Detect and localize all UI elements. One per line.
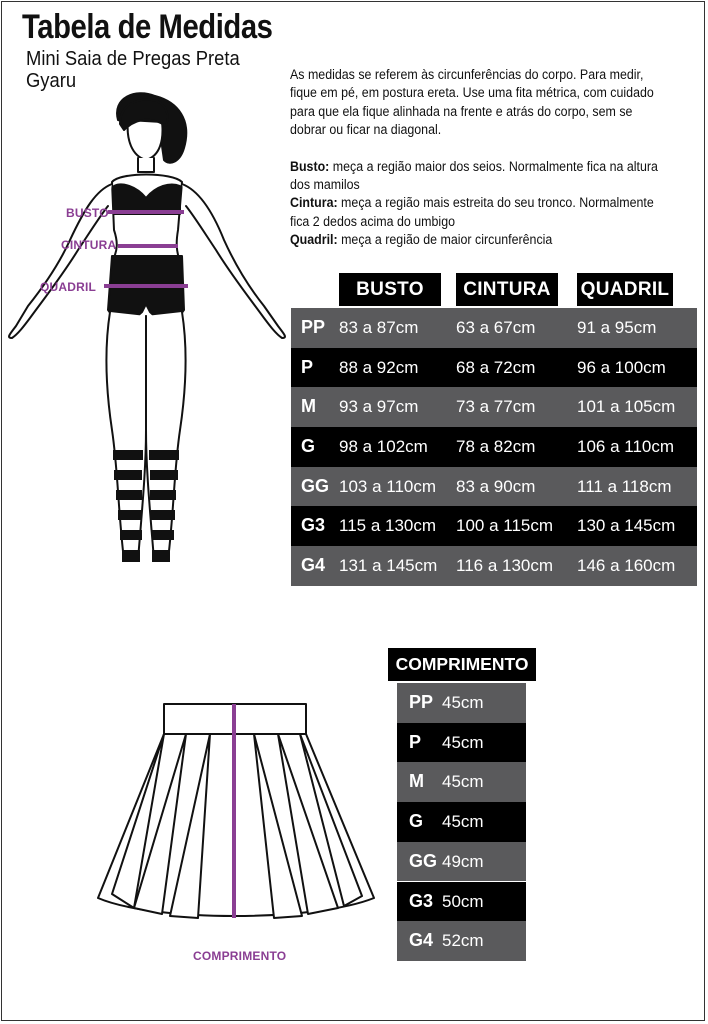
size-label: G3 (301, 515, 326, 536)
size-row-pp (291, 308, 697, 348)
size-row-g4 (291, 546, 697, 586)
page-title: Tabela de Medidas (22, 8, 273, 46)
busto-value: 131 a 145cm (339, 556, 438, 576)
cintura-value: 73 a 77cm (456, 397, 536, 417)
size-row-m (291, 387, 697, 427)
busto-value: 98 a 102cm (339, 437, 428, 457)
length-value: 52cm (442, 931, 484, 951)
intro-paragraph: As medidas se referem às circunferências do corpo. Para medir, fique em pé, em postura ereta. Use uma fita métrica, com cuidado para que ela fique alinhada na frente e atrás do corpo, sem se dobrar ou ficar na diagonal. (290, 67, 654, 138)
busto-value: 103 a 110cm (339, 476, 437, 496)
length-table-header: COMPRIMENTO (388, 648, 536, 681)
cintura-value: 83 a 90cm (456, 476, 536, 496)
cintura-value: 78 a 82cm (456, 437, 536, 457)
size-row-p (291, 348, 697, 388)
size-label: G4 (301, 555, 326, 576)
cintura-value: 100 a 115cm (456, 516, 554, 536)
busto-value: 93 a 97cm (339, 397, 419, 417)
quadril-value: 130 a 145cm (577, 516, 676, 536)
length-row-m (397, 762, 526, 802)
length-value: 45cm (442, 693, 484, 712)
quadril-value: 101 a 105cm (577, 397, 676, 417)
size-label: PP (409, 692, 434, 712)
size-label: GG (301, 475, 330, 496)
size-label: PP (301, 317, 326, 337)
quadril-value: 106 a 110cm (577, 437, 675, 457)
quadril-term: Quadril: (290, 232, 338, 248)
size-row-g3 (291, 506, 697, 546)
length-value: 45cm (442, 772, 484, 792)
skirt-illustration (94, 698, 384, 938)
length-row-g3 (397, 882, 526, 922)
busto-value: 115 a 130cm (339, 516, 437, 536)
size-label: GG (409, 850, 438, 871)
comprimento-label: COMPRIMENTO (193, 949, 287, 963)
cintura-value: 68 a 72cm (456, 357, 536, 377)
busto-label: BUSTO (66, 206, 109, 220)
size-table (291, 273, 697, 586)
busto-term: Busto: (290, 158, 330, 174)
quadril-value: 96 a 100cm (577, 357, 666, 377)
length-row-g (397, 802, 526, 842)
cintura-value: 63 a 67cm (456, 318, 536, 337)
quadril-value: 91 a 95cm (577, 318, 657, 337)
size-label: G4 (409, 930, 434, 951)
busto-text: meça a região maior dos seios. Normalmente fica na altura dos mamilos (290, 158, 658, 193)
size-label: G (301, 436, 316, 457)
size-label: M (409, 771, 424, 792)
quadril-text: meça a região de maior circunferência (337, 232, 553, 248)
length-row-gg (397, 842, 526, 882)
subtitle-line-1: Mini Saia de Pregas Preta (26, 48, 240, 70)
header-quadril: QUADRIL (577, 273, 673, 306)
length-row-p (397, 723, 526, 763)
size-table-header (291, 273, 697, 306)
cintura-label: CINTURA (61, 238, 117, 252)
size-row-gg (291, 467, 697, 507)
length-value: 45cm (442, 732, 484, 752)
cintura-term: Cintura: (290, 195, 338, 211)
size-label: P (409, 731, 422, 752)
size-row-g (291, 427, 697, 467)
size-label: P (301, 356, 314, 377)
length-value: 49cm (442, 851, 484, 871)
body-figure-illustration (0, 90, 290, 680)
length-row-g4 (397, 921, 526, 961)
quadril-value: 111 a 118cm (577, 476, 672, 496)
length-row-pp (397, 683, 526, 723)
product-subtitle (26, 48, 302, 92)
quadril-label: QUADRIL (40, 280, 97, 294)
length-value: 45cm (442, 812, 484, 832)
header-cintura: CINTURA (456, 273, 558, 306)
subtitle-line-2: Gyaru (26, 70, 77, 92)
measurement-instructions (290, 66, 658, 250)
header-busto: BUSTO (339, 273, 441, 306)
size-label: M (301, 396, 316, 417)
busto-instruction (290, 158, 658, 195)
length-value: 50cm (442, 891, 484, 911)
cintura-text: meça a região mais estreita do seu tronco. Normalmente fica 2 dedos acima do umbigo (290, 195, 654, 229)
quadril-value: 146 a 160cm (577, 556, 676, 576)
size-label: G (409, 811, 424, 832)
busto-value: 88 a 92cm (339, 357, 419, 377)
cintura-instruction (290, 194, 658, 231)
size-label: G3 (409, 890, 434, 911)
cintura-value: 116 a 130cm (456, 556, 554, 576)
busto-value: 83 a 87cm (339, 318, 419, 337)
quadril-instruction (290, 231, 658, 249)
